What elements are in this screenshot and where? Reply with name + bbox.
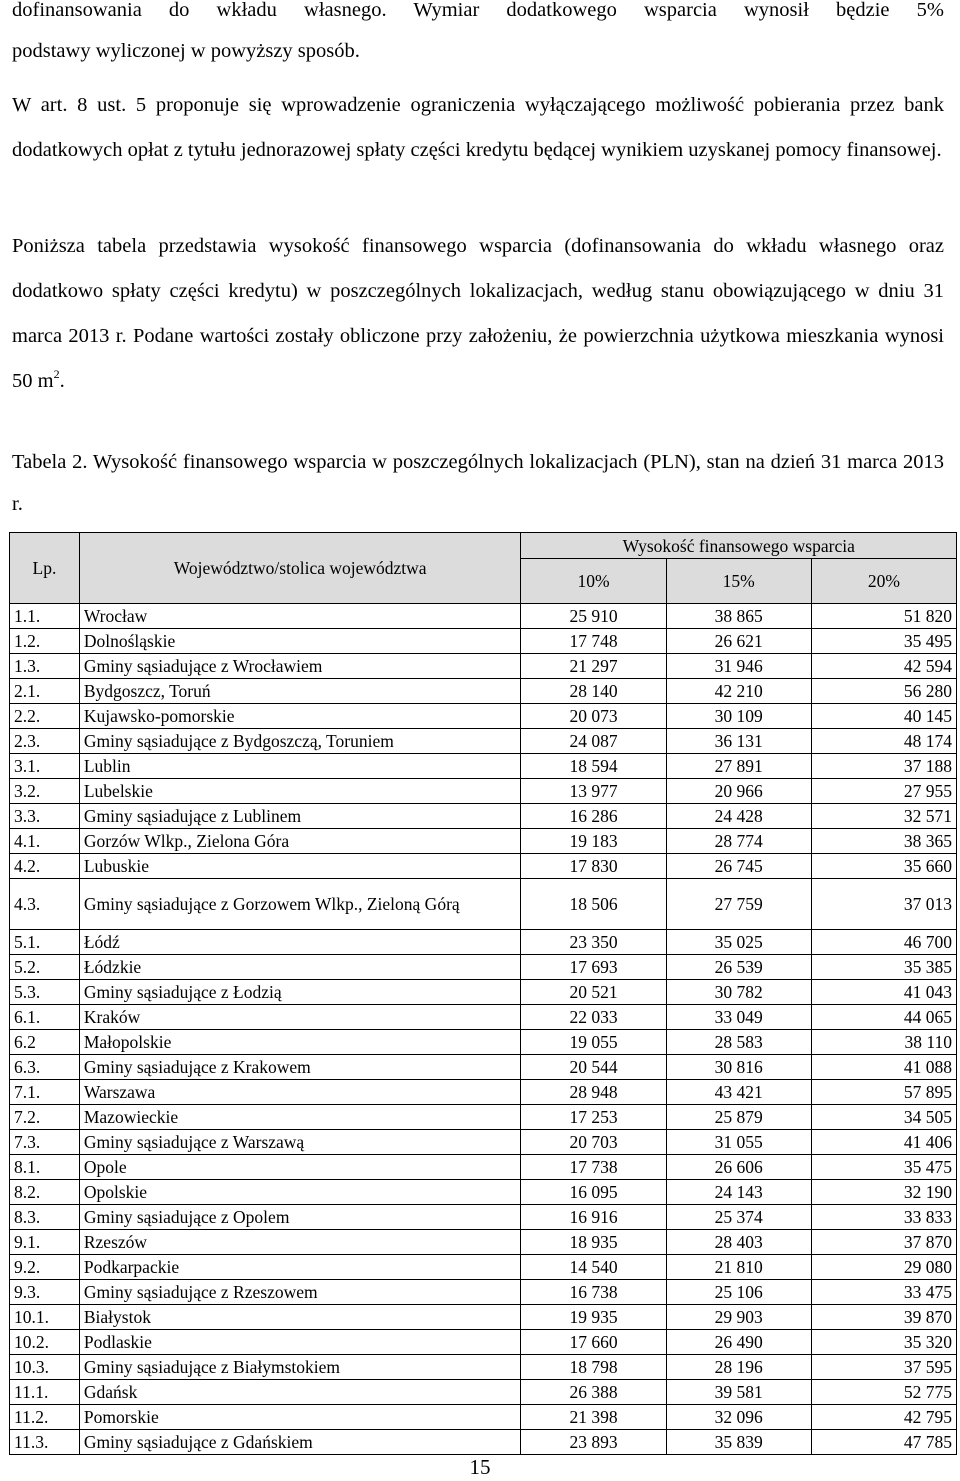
- row-lp: 10.2.: [10, 1330, 80, 1355]
- superscript: 2: [53, 367, 60, 381]
- row-name: Gorzów Wlkp., Zielona Góra: [79, 829, 521, 854]
- row-value-15: 26 745: [666, 854, 811, 879]
- row-value-10: 18 935: [521, 1230, 666, 1255]
- row-value-20: 39 870: [811, 1305, 956, 1330]
- row-value-10: 20 521: [521, 980, 666, 1005]
- row-lp: 3.3.: [10, 804, 80, 829]
- row-name: Białystok: [79, 1305, 521, 1330]
- row-value-10: 20 073: [521, 704, 666, 729]
- row-lp: 9.2.: [10, 1255, 80, 1280]
- table-row: [10, 930, 957, 955]
- row-value-20: 35 320: [811, 1330, 956, 1355]
- row-lp: 7.1.: [10, 1080, 80, 1105]
- table-row: [10, 1355, 957, 1380]
- row-value-15: 27 891: [666, 754, 811, 779]
- table-row: [10, 879, 957, 930]
- row-name: Gminy sąsiadujące z Lublinem: [79, 804, 521, 829]
- header-pct-20: 20%: [811, 559, 956, 604]
- table-row: [10, 1255, 957, 1280]
- row-value-20: 37 870: [811, 1230, 956, 1255]
- row-value-10: 20 703: [521, 1130, 666, 1155]
- table-row: [10, 604, 957, 629]
- paragraph-table-intro: [12, 224, 944, 404]
- row-value-20: 52 775: [811, 1380, 956, 1405]
- row-value-20: 35 385: [811, 955, 956, 980]
- row-value-15: 43 421: [666, 1080, 811, 1105]
- row-name: Gminy sąsiadujące z Gdańskiem: [79, 1430, 521, 1455]
- table-body: [10, 604, 957, 1455]
- row-value-15: 31 055: [666, 1130, 811, 1155]
- row-value-10: 16 738: [521, 1280, 666, 1305]
- row-value-10: 13 977: [521, 779, 666, 804]
- row-value-20: 42 594: [811, 654, 956, 679]
- row-lp: 11.3.: [10, 1430, 80, 1455]
- row-lp: 9.1.: [10, 1230, 80, 1255]
- row-value-20: 32 571: [811, 804, 956, 829]
- row-name: Pomorskie: [79, 1405, 521, 1430]
- row-value-20: 57 895: [811, 1080, 956, 1105]
- row-lp: 8.3.: [10, 1205, 80, 1230]
- row-value-15: 42 210: [666, 679, 811, 704]
- table-row: [10, 1405, 957, 1430]
- table-row: [10, 1005, 957, 1030]
- row-value-15: 24 143: [666, 1180, 811, 1205]
- table-row: [10, 1330, 957, 1355]
- table-caption: Tabela 2. Wysokość finansowego wsparcia w poszczególnych lokalizacjach (PLN), stan na dzień 31 marca 2013 r.: [12, 451, 944, 515]
- row-lp: 4.2.: [10, 854, 80, 879]
- row-value-20: 27 955: [811, 779, 956, 804]
- row-value-15: 28 774: [666, 829, 811, 854]
- row-value-20: 33 475: [811, 1280, 956, 1305]
- row-value-10: 19 183: [521, 829, 666, 854]
- row-lp: 4.1.: [10, 829, 80, 854]
- row-value-15: 21 810: [666, 1255, 811, 1280]
- row-value-10: 17 748: [521, 629, 666, 654]
- row-value-10: 19 935: [521, 1305, 666, 1330]
- row-name: Kraków: [79, 1005, 521, 1030]
- row-name: Gminy sąsiadujące z Wrocławiem: [79, 654, 521, 679]
- row-lp: 10.1.: [10, 1305, 80, 1330]
- row-value-10: 21 297: [521, 654, 666, 679]
- row-lp: 11.2.: [10, 1405, 80, 1430]
- row-value-15: 20 966: [666, 779, 811, 804]
- table-row: [10, 729, 957, 754]
- row-lp: 5.3.: [10, 980, 80, 1005]
- row-name: Bydgoszcz, Toruń: [79, 679, 521, 704]
- row-name: Lublin: [79, 754, 521, 779]
- row-value-15: 28 196: [666, 1355, 811, 1380]
- table-row: [10, 1080, 957, 1105]
- row-lp: 8.1.: [10, 1155, 80, 1180]
- table-row: [10, 654, 957, 679]
- row-value-20: 38 110: [811, 1030, 956, 1055]
- header-pct-10: 10%: [521, 559, 666, 604]
- table-row: [10, 779, 957, 804]
- row-value-10: 16 095: [521, 1180, 666, 1205]
- row-value-10: 18 594: [521, 754, 666, 779]
- row-value-20: 35 475: [811, 1155, 956, 1180]
- row-value-10: 18 798: [521, 1355, 666, 1380]
- header-support-amount: Wysokość finansowego wsparcia: [521, 533, 957, 559]
- row-name: Gminy sąsiadujące z Bydgoszczą, Toruniem: [79, 729, 521, 754]
- table-row: [10, 1105, 957, 1130]
- table-header: [10, 533, 957, 604]
- row-name: Gminy sąsiadujące z Krakowem: [79, 1055, 521, 1080]
- row-value-15: 39 581: [666, 1380, 811, 1405]
- row-lp: 2.2.: [10, 704, 80, 729]
- row-name: Gminy sąsiadujące z Białymstokiem: [79, 1355, 521, 1380]
- row-value-15: 29 903: [666, 1305, 811, 1330]
- table-row: [10, 1180, 957, 1205]
- row-value-20: 41 043: [811, 980, 956, 1005]
- row-value-20: 41 406: [811, 1130, 956, 1155]
- row-value-10: 14 540: [521, 1255, 666, 1280]
- row-name: Mazowieckie: [79, 1105, 521, 1130]
- row-lp: 1.2.: [10, 629, 80, 654]
- row-value-20: 37 188: [811, 754, 956, 779]
- table-row: [10, 629, 957, 654]
- row-value-20: 40 145: [811, 704, 956, 729]
- row-value-20: 42 795: [811, 1405, 956, 1430]
- row-value-10: 19 055: [521, 1030, 666, 1055]
- paragraph-end: .: [59, 370, 65, 392]
- row-lp: 7.3.: [10, 1130, 80, 1155]
- table-row: [10, 1030, 957, 1055]
- row-name: Gminy sąsiadujące z Gorzowem Wlkp., Zieloną Górą: [79, 879, 521, 930]
- header-name: Województwo/stolica województwa: [79, 533, 521, 604]
- row-value-20: 37 013: [811, 879, 956, 930]
- row-name: Podlaskie: [79, 1330, 521, 1355]
- row-value-10: 17 738: [521, 1155, 666, 1180]
- row-value-10: 17 253: [521, 1105, 666, 1130]
- table-row: [10, 1380, 957, 1405]
- row-name: Wrocław: [79, 604, 521, 629]
- row-lp: 9.3.: [10, 1280, 80, 1305]
- row-lp: 6.3.: [10, 1055, 80, 1080]
- row-value-20: 33 833: [811, 1205, 956, 1230]
- row-value-15: 33 049: [666, 1005, 811, 1030]
- table-row: [10, 955, 957, 980]
- row-name: Gminy sąsiadujące z Rzeszowem: [79, 1280, 521, 1305]
- table-row: [10, 1430, 957, 1455]
- row-name: Gminy sąsiadujące z Łodzią: [79, 980, 521, 1005]
- row-value-20: 34 505: [811, 1105, 956, 1130]
- row-name: Podkarpackie: [79, 1255, 521, 1280]
- row-value-20: 35 660: [811, 854, 956, 879]
- row-lp: 2.1.: [10, 679, 80, 704]
- row-value-10: 23 350: [521, 930, 666, 955]
- row-value-15: 26 539: [666, 955, 811, 980]
- table-row: [10, 754, 957, 779]
- row-value-15: 25 106: [666, 1280, 811, 1305]
- paragraph-art-8: W art. 8 ust. 5 proponuje się wprowadzenie ograniczenia wyłączającego możliwość pobierania przez bank dodatkowych opłat z tytułu jednorazowej spłaty części kredytu będącej wynikiem uzyskanej pomocy finansowej.: [12, 94, 944, 161]
- row-name: Opole: [79, 1155, 521, 1180]
- row-name: Lubuskie: [79, 854, 521, 879]
- row-value-15: 26 621: [666, 629, 811, 654]
- row-name: Gdańsk: [79, 1380, 521, 1405]
- row-value-15: 31 946: [666, 654, 811, 679]
- row-value-15: 26 490: [666, 1330, 811, 1355]
- row-value-15: 32 096: [666, 1405, 811, 1430]
- row-lp: 5.2.: [10, 955, 80, 980]
- table-row: [10, 1305, 957, 1330]
- table-row: [10, 1205, 957, 1230]
- row-name: Warszawa: [79, 1080, 521, 1105]
- table-row: [10, 804, 957, 829]
- row-name: Rzeszów: [79, 1230, 521, 1255]
- row-value-15: 26 606: [666, 1155, 811, 1180]
- row-value-20: 41 088: [811, 1055, 956, 1080]
- row-value-10: 16 916: [521, 1205, 666, 1230]
- row-value-10: 22 033: [521, 1005, 666, 1030]
- row-value-10: 26 388: [521, 1380, 666, 1405]
- row-value-15: 28 583: [666, 1030, 811, 1055]
- table-row: [10, 679, 957, 704]
- row-name: Łódź: [79, 930, 521, 955]
- support-table: [9, 532, 957, 1455]
- header-lp: Lp.: [10, 533, 80, 604]
- row-value-10: 17 693: [521, 955, 666, 980]
- table-row: [10, 1280, 957, 1305]
- row-value-10: 21 398: [521, 1405, 666, 1430]
- row-lp: 10.3.: [10, 1355, 80, 1380]
- row-value-20: 44 065: [811, 1005, 956, 1030]
- row-name: Gminy sąsiadujące z Warszawą: [79, 1130, 521, 1155]
- row-value-20: 48 174: [811, 729, 956, 754]
- table-row: [10, 1130, 957, 1155]
- paragraph-line: podstawy wyliczonej w powyższy sposób.: [12, 40, 360, 62]
- row-lp: 1.3.: [10, 654, 80, 679]
- row-value-15: 25 374: [666, 1205, 811, 1230]
- table-row: [10, 829, 957, 854]
- row-value-15: 30 816: [666, 1055, 811, 1080]
- row-value-20: 32 190: [811, 1180, 956, 1205]
- row-value-20: 37 595: [811, 1355, 956, 1380]
- row-value-15: 35 839: [666, 1430, 811, 1455]
- row-value-20: 38 365: [811, 829, 956, 854]
- row-value-10: 16 286: [521, 804, 666, 829]
- row-value-15: 28 403: [666, 1230, 811, 1255]
- row-value-15: 30 109: [666, 704, 811, 729]
- row-lp: 3.2.: [10, 779, 80, 804]
- row-value-20: 35 495: [811, 629, 956, 654]
- table-row: [10, 1155, 957, 1180]
- row-name: Łódzkie: [79, 955, 521, 980]
- row-name: Opolskie: [79, 1180, 521, 1205]
- row-name: Gminy sąsiadujące z Opolem: [79, 1205, 521, 1230]
- row-name: Dolnośląskie: [79, 629, 521, 654]
- row-value-10: 24 087: [521, 729, 666, 754]
- row-value-15: 24 428: [666, 804, 811, 829]
- row-value-10: 18 506: [521, 879, 666, 930]
- table-row: [10, 980, 957, 1005]
- row-lp: 11.1.: [10, 1380, 80, 1405]
- table-row: [10, 1230, 957, 1255]
- row-value-20: 47 785: [811, 1430, 956, 1455]
- row-lp: 5.1.: [10, 930, 80, 955]
- row-lp: 2.3.: [10, 729, 80, 754]
- row-lp: 7.2.: [10, 1105, 80, 1130]
- row-value-10: 28 140: [521, 679, 666, 704]
- row-lp: 4.3.: [10, 879, 80, 930]
- row-value-10: 17 830: [521, 854, 666, 879]
- row-lp: 6.2: [10, 1030, 80, 1055]
- row-value-20: 29 080: [811, 1255, 956, 1280]
- row-value-15: 27 759: [666, 879, 811, 930]
- table-row: [10, 1055, 957, 1080]
- row-value-15: 36 131: [666, 729, 811, 754]
- paragraph-line: dofinansowania do wkładu własnego. Wymiar dodatkowego wsparcia wynosił będzie 5%: [12, 0, 944, 21]
- row-name: Lubelskie: [79, 779, 521, 804]
- paragraph-text: Poniższa tabela przedstawia wysokość finansowego wsparcia (dofinansowania do wkładu własnego oraz dodatkowo spłaty części kredytu) w poszczególnych lokalizacjach, według stanu obowiązującego w dniu 31 marca 2013 r. Podane wartości zostały obliczone przy założeniu, że powierzchnia użytkowa mieszkania wynosi 50 m: [12, 235, 944, 392]
- row-value-15: 25 879: [666, 1105, 811, 1130]
- table-row: [10, 704, 957, 729]
- row-value-15: 30 782: [666, 980, 811, 1005]
- row-lp: 3.1.: [10, 754, 80, 779]
- row-value-10: 28 948: [521, 1080, 666, 1105]
- row-name: Małopolskie: [79, 1030, 521, 1055]
- row-value-15: 35 025: [666, 930, 811, 955]
- row-value-10: 17 660: [521, 1330, 666, 1355]
- row-lp: 6.1.: [10, 1005, 80, 1030]
- row-value-10: 25 910: [521, 604, 666, 629]
- row-value-10: 20 544: [521, 1055, 666, 1080]
- row-name: Kujawsko-pomorskie: [79, 704, 521, 729]
- row-value-10: 23 893: [521, 1430, 666, 1455]
- row-lp: 8.2.: [10, 1180, 80, 1205]
- row-value-20: 56 280: [811, 679, 956, 704]
- row-value-15: 38 865: [666, 604, 811, 629]
- header-pct-15: 15%: [666, 559, 811, 604]
- header-row: [10, 533, 957, 559]
- row-value-20: 46 700: [811, 930, 956, 955]
- row-value-20: 51 820: [811, 604, 956, 629]
- table-row: [10, 854, 957, 879]
- row-lp: 1.1.: [10, 604, 80, 629]
- page-number: 15: [469, 1455, 491, 1479]
